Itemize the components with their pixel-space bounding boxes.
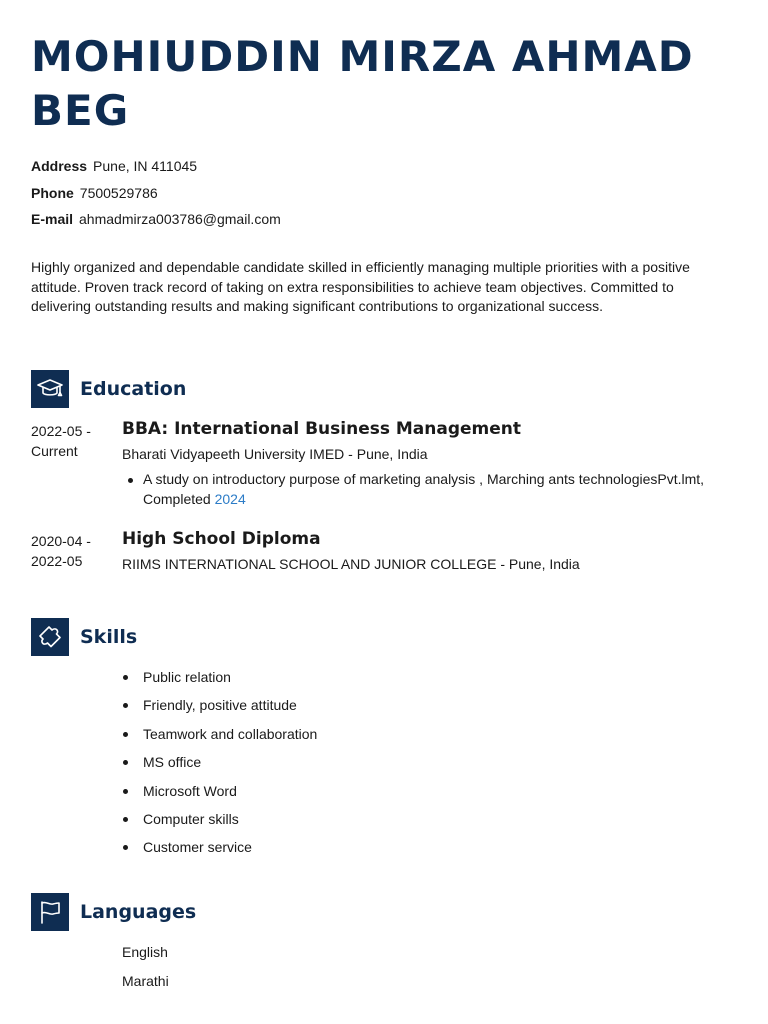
contact-phone xyxy=(31,184,281,211)
phone-label: Phone xyxy=(31,184,74,201)
phone-value: 7500529786 xyxy=(79,184,158,201)
skill-item: Computer skills xyxy=(122,809,317,837)
skill-item: Customer service xyxy=(122,837,317,865)
skills-title: Skills xyxy=(80,626,138,648)
skills-section-header xyxy=(31,618,137,656)
education-bullet-year: 2024 xyxy=(214,490,246,507)
skill-item: Friendly, positive attitude xyxy=(122,695,317,723)
candidate-name: MOHIUDDIN MIRZA AHMAD BEG xyxy=(31,32,694,135)
education-date xyxy=(31,532,117,571)
puzzle-piece-icon xyxy=(31,618,69,656)
graduation-cap-icon xyxy=(31,370,69,408)
skills-list xyxy=(122,667,317,866)
education-degree: BBA: International Business Management xyxy=(122,419,522,439)
flag-icon xyxy=(31,893,69,931)
languages-list xyxy=(122,942,169,999)
skill-item: Teamwork and collaboration xyxy=(122,724,317,752)
language-item: English xyxy=(122,944,168,960)
professional-summary: Highly organized and dependable candidate skilled in efficiently managing multiple priorities with a positive attitude. Proven track record of taking on extra responsibilities to achieve team objectives. Committed to delivering outstanding results and making significant contributions to organizational success. xyxy=(31,259,690,314)
contact-address xyxy=(31,157,281,184)
skill-item: Public relation xyxy=(122,667,317,695)
education-date xyxy=(31,422,117,461)
education-bullets xyxy=(122,470,722,509)
education-details xyxy=(122,419,722,509)
email-label: E-mail xyxy=(31,211,74,227)
education-date-end: Current xyxy=(31,442,78,459)
education-school: RIIMS INTERNATIONAL SCHOOL AND JUNIOR COLLEGE - Pune, India xyxy=(122,556,580,572)
languages-section-header xyxy=(31,893,196,931)
skill-item: Microsoft Word xyxy=(122,781,317,809)
education-date-start: 2022-05 - xyxy=(31,423,91,439)
email-value[interactable]: ahmadmirza003786@gmail.com xyxy=(79,211,281,227)
language-item: Marathi xyxy=(122,972,169,989)
education-school: Bharati Vidyapeeth University IMED - Pune, India xyxy=(122,446,428,462)
education-section-header xyxy=(31,370,186,408)
education-date-start: 2020-04 - xyxy=(31,533,91,549)
contact-email xyxy=(31,210,281,237)
education-degree: High School Diploma xyxy=(122,529,321,549)
contact-block xyxy=(31,157,281,237)
address-label: Address xyxy=(31,158,88,174)
education-details xyxy=(122,529,722,574)
education-bullet xyxy=(122,470,722,509)
skill-item: MS office xyxy=(122,752,317,780)
education-date-end: 2022-05 xyxy=(31,552,83,569)
education-bullet-text: A study on introductory purpose of marketing analysis , Marching ants technologiesPvt.lmt, Completed xyxy=(143,471,705,507)
languages-title: Languages xyxy=(80,901,197,923)
address-value: Pune, IN 411045 xyxy=(93,158,198,174)
education-title: Education xyxy=(80,378,187,400)
